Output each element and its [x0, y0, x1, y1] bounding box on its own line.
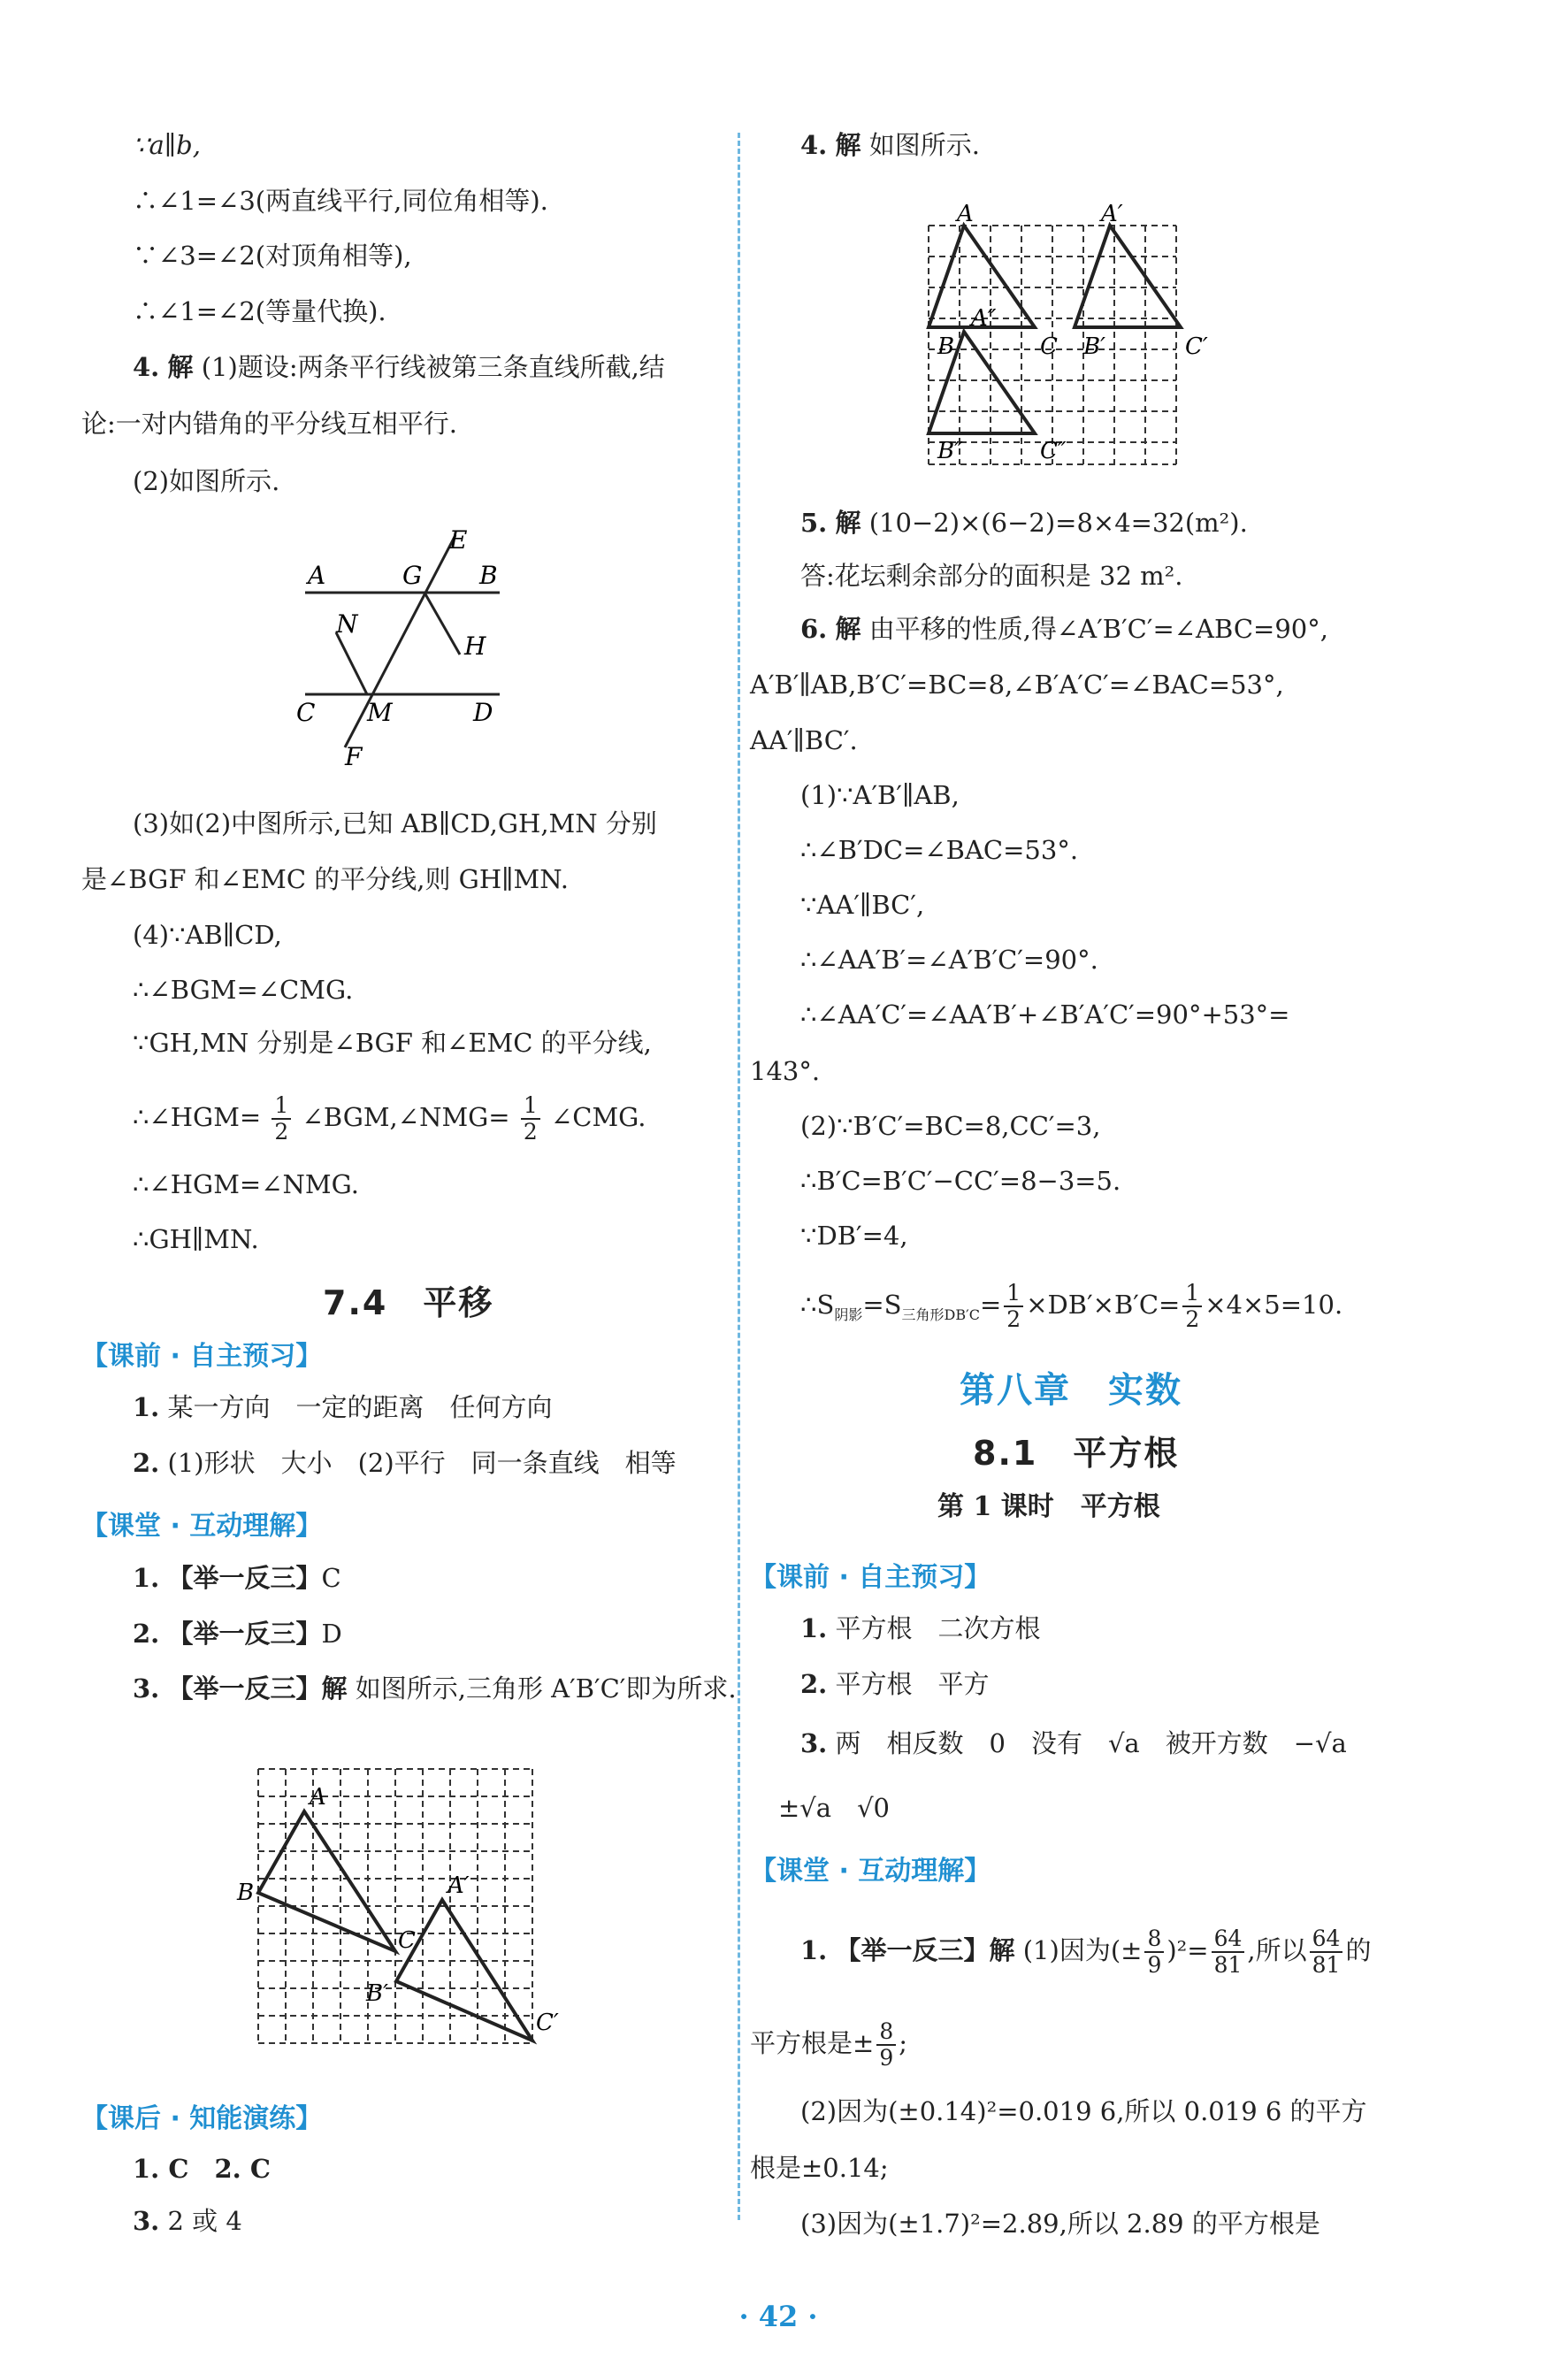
text-line: (3)因为(±1.7)²=2.89,所以 2.89 的平方根是 — [800, 2209, 1320, 2239]
question-number: 5. — [800, 508, 828, 538]
formula-line — [750, 2012, 907, 2074]
answer-line — [800, 128, 980, 162]
question-number: 1. — [800, 1613, 828, 1643]
chapter-title: 第八章 实数 — [960, 1370, 1182, 1411]
column-divider — [738, 133, 740, 2220]
text-line: ∴∠HGM=∠NMG. — [133, 1169, 359, 1199]
question-number: 1. — [800, 1935, 828, 1965]
question-4 — [133, 350, 665, 384]
answer-line — [800, 1727, 1347, 1760]
subscript: 三角形DB′C — [901, 1306, 980, 1323]
formula-part: ; — [899, 2028, 907, 2058]
question-number: 2. — [800, 1669, 828, 1699]
answer-text: 如图所示. — [868, 130, 980, 160]
text-line: ∴∠AA′B′=∠A′B′C′=90°. — [800, 945, 1098, 975]
point-label: N — [336, 609, 358, 639]
section-tag: 【课堂 · 互动理解】 — [81, 1511, 323, 1542]
section-tag: 【课堂 · 互动理解】 — [750, 1856, 991, 1887]
answer-line: 1. C 2. C — [133, 2154, 271, 2184]
fraction — [876, 2019, 896, 2071]
denominator: 2 — [1185, 1306, 1200, 1332]
answer-text: (1)形状 大小 (2)平行 同一条直线 相等 — [167, 1448, 677, 1478]
answer-line — [800, 612, 1328, 646]
numerator: 64 — [1310, 1926, 1343, 1953]
denominator: 81 — [1213, 1952, 1243, 1978]
text-line: ∵GH,MN 分别是∠BGF 和∠EMC 的平分线, — [133, 1028, 652, 1058]
text-line: (2)如图所示. — [133, 466, 280, 496]
question-number: 2. — [133, 1448, 160, 1478]
section-title: 8.1 平方根 — [973, 1434, 1180, 1473]
question-number: 1. — [133, 1563, 160, 1593]
formula-part: ×4×5=10. — [1205, 1290, 1343, 1320]
text-line: ∴∠1=∠2(等量代换). — [133, 296, 386, 326]
point-label: A′ — [447, 1872, 470, 1899]
point-label: E — [449, 525, 468, 555]
question-number: 3. — [133, 2206, 160, 2236]
formula-part: ∴S — [800, 1290, 835, 1320]
answer-text: 2 或 4 — [167, 2206, 242, 2236]
text-line: ∵DB′=4, — [800, 1221, 908, 1251]
answer-line — [133, 1561, 341, 1595]
fraction — [1310, 1926, 1343, 1978]
point-label: B′ — [1083, 333, 1106, 360]
answer-line — [133, 1617, 342, 1650]
formula-part: ×DB′×B′C= — [1026, 1290, 1181, 1320]
point-label: C′ — [1185, 333, 1208, 360]
solution-label: 解 — [835, 614, 861, 644]
answer-tag: 【举一反三】 — [167, 1619, 322, 1649]
fraction — [1182, 1281, 1202, 1332]
question-number: 3. — [133, 1673, 160, 1704]
formula-part: ∴∠HGM= — [133, 1102, 262, 1132]
point-label: D — [473, 698, 493, 727]
triangle-translation-figure — [911, 186, 1247, 478]
point-label: C″ — [1040, 438, 1067, 464]
answer-line — [133, 1672, 737, 1705]
question-number: 6. — [800, 614, 828, 644]
text-line: ±√a √0 — [778, 1793, 890, 1823]
fraction — [521, 1093, 540, 1145]
point-label: B — [237, 1880, 255, 1906]
answer-text: 由平移的性质,得∠A′B′C′=∠ABC=90°, — [868, 614, 1328, 644]
fraction — [1212, 1926, 1245, 1978]
subscript: 阴影 — [834, 1306, 863, 1323]
answer-line — [133, 2204, 242, 2238]
denominator: 2 — [523, 1119, 538, 1145]
text-line: ∴B′C=B′C′−CC′=8−3=5. — [800, 1166, 1121, 1196]
formula-line — [800, 1919, 1371, 1981]
text-line: ∵AA′∥BC′, — [800, 890, 925, 920]
section-tag: 【课前 · 自主预习】 — [81, 1341, 323, 1372]
section-title: 7.4 平移 — [323, 1283, 494, 1322]
fraction — [272, 1093, 291, 1145]
question-number: 1. — [133, 1392, 160, 1422]
answer-text: C — [321, 1563, 341, 1593]
point-label: A′ — [1101, 201, 1123, 227]
text-line: 论:一对内错角的平分线互相平行. — [81, 409, 457, 439]
numerator: 64 — [1212, 1926, 1245, 1953]
translation-grid-figure — [232, 1760, 568, 2052]
denominator: 81 — [1312, 1952, 1341, 1978]
point-label: H — [464, 632, 486, 661]
text-line: ∴∠BGM=∠CMG. — [133, 975, 354, 1005]
solution-label: 解 — [835, 508, 861, 538]
solution-label: 解 — [835, 130, 861, 160]
text-line: A′B′∥AB,B′C′=BC=8,∠B′A′C′=∠BAC=53°, — [750, 670, 1284, 700]
point-label: C′ — [536, 2010, 559, 2036]
question-text: (1)题设:两条平行线被第三条直线所截,结 — [201, 352, 665, 382]
point-label: B″ — [937, 438, 963, 464]
point-label: C — [398, 1927, 416, 1954]
answer-text: 平方根 二次方根 — [835, 1613, 1041, 1643]
answer-text: 两 相反数 0 没有 √a 被开方数 −√a — [835, 1728, 1347, 1758]
point-label: B — [937, 333, 955, 360]
question-number: 4. — [133, 352, 160, 382]
text-line: ∴∠AA′C′=∠AA′B′+∠B′A′C′=90°+53°= — [800, 999, 1290, 1030]
answer-tag: 【举一反三】 — [167, 1563, 322, 1593]
point-label: F — [345, 742, 363, 770]
formula-part: = — [979, 1290, 1002, 1320]
point-label: C — [1040, 333, 1058, 360]
formula-part: 平方根是± — [750, 2028, 875, 2058]
text-line: ∵a∥b, — [133, 130, 201, 160]
text-line: (1)∵A′B′∥AB, — [800, 780, 960, 810]
numerator: 8 — [1144, 1926, 1164, 1953]
point-label: M — [367, 698, 393, 727]
numerator: 8 — [876, 2019, 896, 2046]
text-line: 根是±0.14; — [750, 2153, 889, 2183]
answer-text: 如图所示,三角形 A′B′C′即为所求. — [355, 1673, 737, 1704]
numerator: 1 — [521, 1093, 540, 1120]
answer-text: 某一方向 一定的距离 任何方向 — [167, 1392, 553, 1422]
section-tag: 【课前 · 自主预习】 — [750, 1562, 991, 1593]
answer-line — [133, 1446, 677, 1480]
text-line: (2)∵B′C′=BC=8,CC′=3, — [800, 1111, 1101, 1141]
numerator: 1 — [1182, 1281, 1202, 1307]
fraction — [1004, 1281, 1023, 1332]
question-number: 3. — [800, 1728, 828, 1758]
answer-line — [800, 1612, 1041, 1645]
denominator: 9 — [879, 2045, 894, 2071]
numerator: 1 — [272, 1093, 291, 1120]
solution-label: 解 — [167, 352, 194, 382]
text-line: (2)因为(±0.14)²=0.019 6,所以 0.019 6 的平方 — [800, 2096, 1367, 2126]
denominator: 2 — [1006, 1306, 1021, 1332]
formula-part: 的 — [1345, 1935, 1372, 1965]
point-label: A — [308, 561, 326, 590]
answer-tag: 【举一反三】解 — [167, 1673, 348, 1704]
text-line: 是∠BGF 和∠EMC 的平分线,则 GH∥MN. — [81, 864, 569, 894]
answer-line — [800, 1667, 990, 1701]
answer-text: D — [321, 1619, 342, 1649]
answer-text: (10−2)×(6−2)=8×4=32(m²). — [868, 508, 1248, 538]
denominator: 9 — [1147, 1952, 1162, 1978]
text-line: AA′∥BC′. — [750, 725, 858, 755]
formula-line — [133, 1086, 646, 1148]
fraction — [1144, 1926, 1164, 1978]
point-label: A — [957, 201, 974, 227]
point-label: C — [296, 698, 316, 727]
text-line: 答:花坛剩余部分的面积是 32 m². — [800, 561, 1183, 591]
formula-part: )²= — [1166, 1935, 1209, 1965]
question-number: 2. — [133, 1619, 160, 1649]
point-label: A″ — [971, 305, 997, 332]
denominator: 2 — [274, 1119, 289, 1145]
answer-tag: 【举一反三】解 — [835, 1935, 1015, 1965]
text-line: ∴∠1=∠3(两直线平行,同位角相等). — [133, 186, 548, 216]
formula-part: =S — [862, 1290, 902, 1320]
text-line: ∴GH∥MN. — [133, 1224, 259, 1254]
page-number: · 42 · — [738, 2300, 818, 2333]
section-tag: 【课后 · 知能演练】 — [81, 2103, 323, 2134]
formula-line — [800, 1274, 1342, 1346]
point-label: G — [402, 561, 423, 590]
answer-line — [133, 1390, 553, 1424]
text-line: (4)∵AB∥CD, — [133, 920, 282, 950]
formula-part: ∠CMG. — [550, 1102, 646, 1132]
point-label: B′ — [366, 1980, 389, 2007]
text-line: (3)如(2)中图所示,已知 AB∥CD,GH,MN 分别 — [133, 808, 657, 838]
parallel-lines-figure — [283, 522, 513, 770]
question-number: 4. — [800, 130, 828, 160]
text-line: ∴∠B′DC=∠BAC=53°. — [800, 835, 1079, 865]
formula-part: ∠BGM,∠NMG= — [302, 1102, 510, 1132]
lesson-title: 第 1 课时 平方根 — [937, 1491, 1160, 1522]
answer-text: 平方根 平方 — [835, 1669, 990, 1699]
point-label: B — [479, 561, 498, 590]
answer-line — [800, 506, 1248, 540]
point-label: A — [310, 1784, 326, 1811]
numerator: 1 — [1004, 1281, 1023, 1307]
formula-part: (1)因为(± — [1022, 1935, 1143, 1965]
text-line: 143°. — [750, 1056, 821, 1086]
text-line: ∵∠3=∠2(对顶角相等), — [133, 241, 412, 271]
formula-part: ,所以 — [1247, 1935, 1307, 1965]
